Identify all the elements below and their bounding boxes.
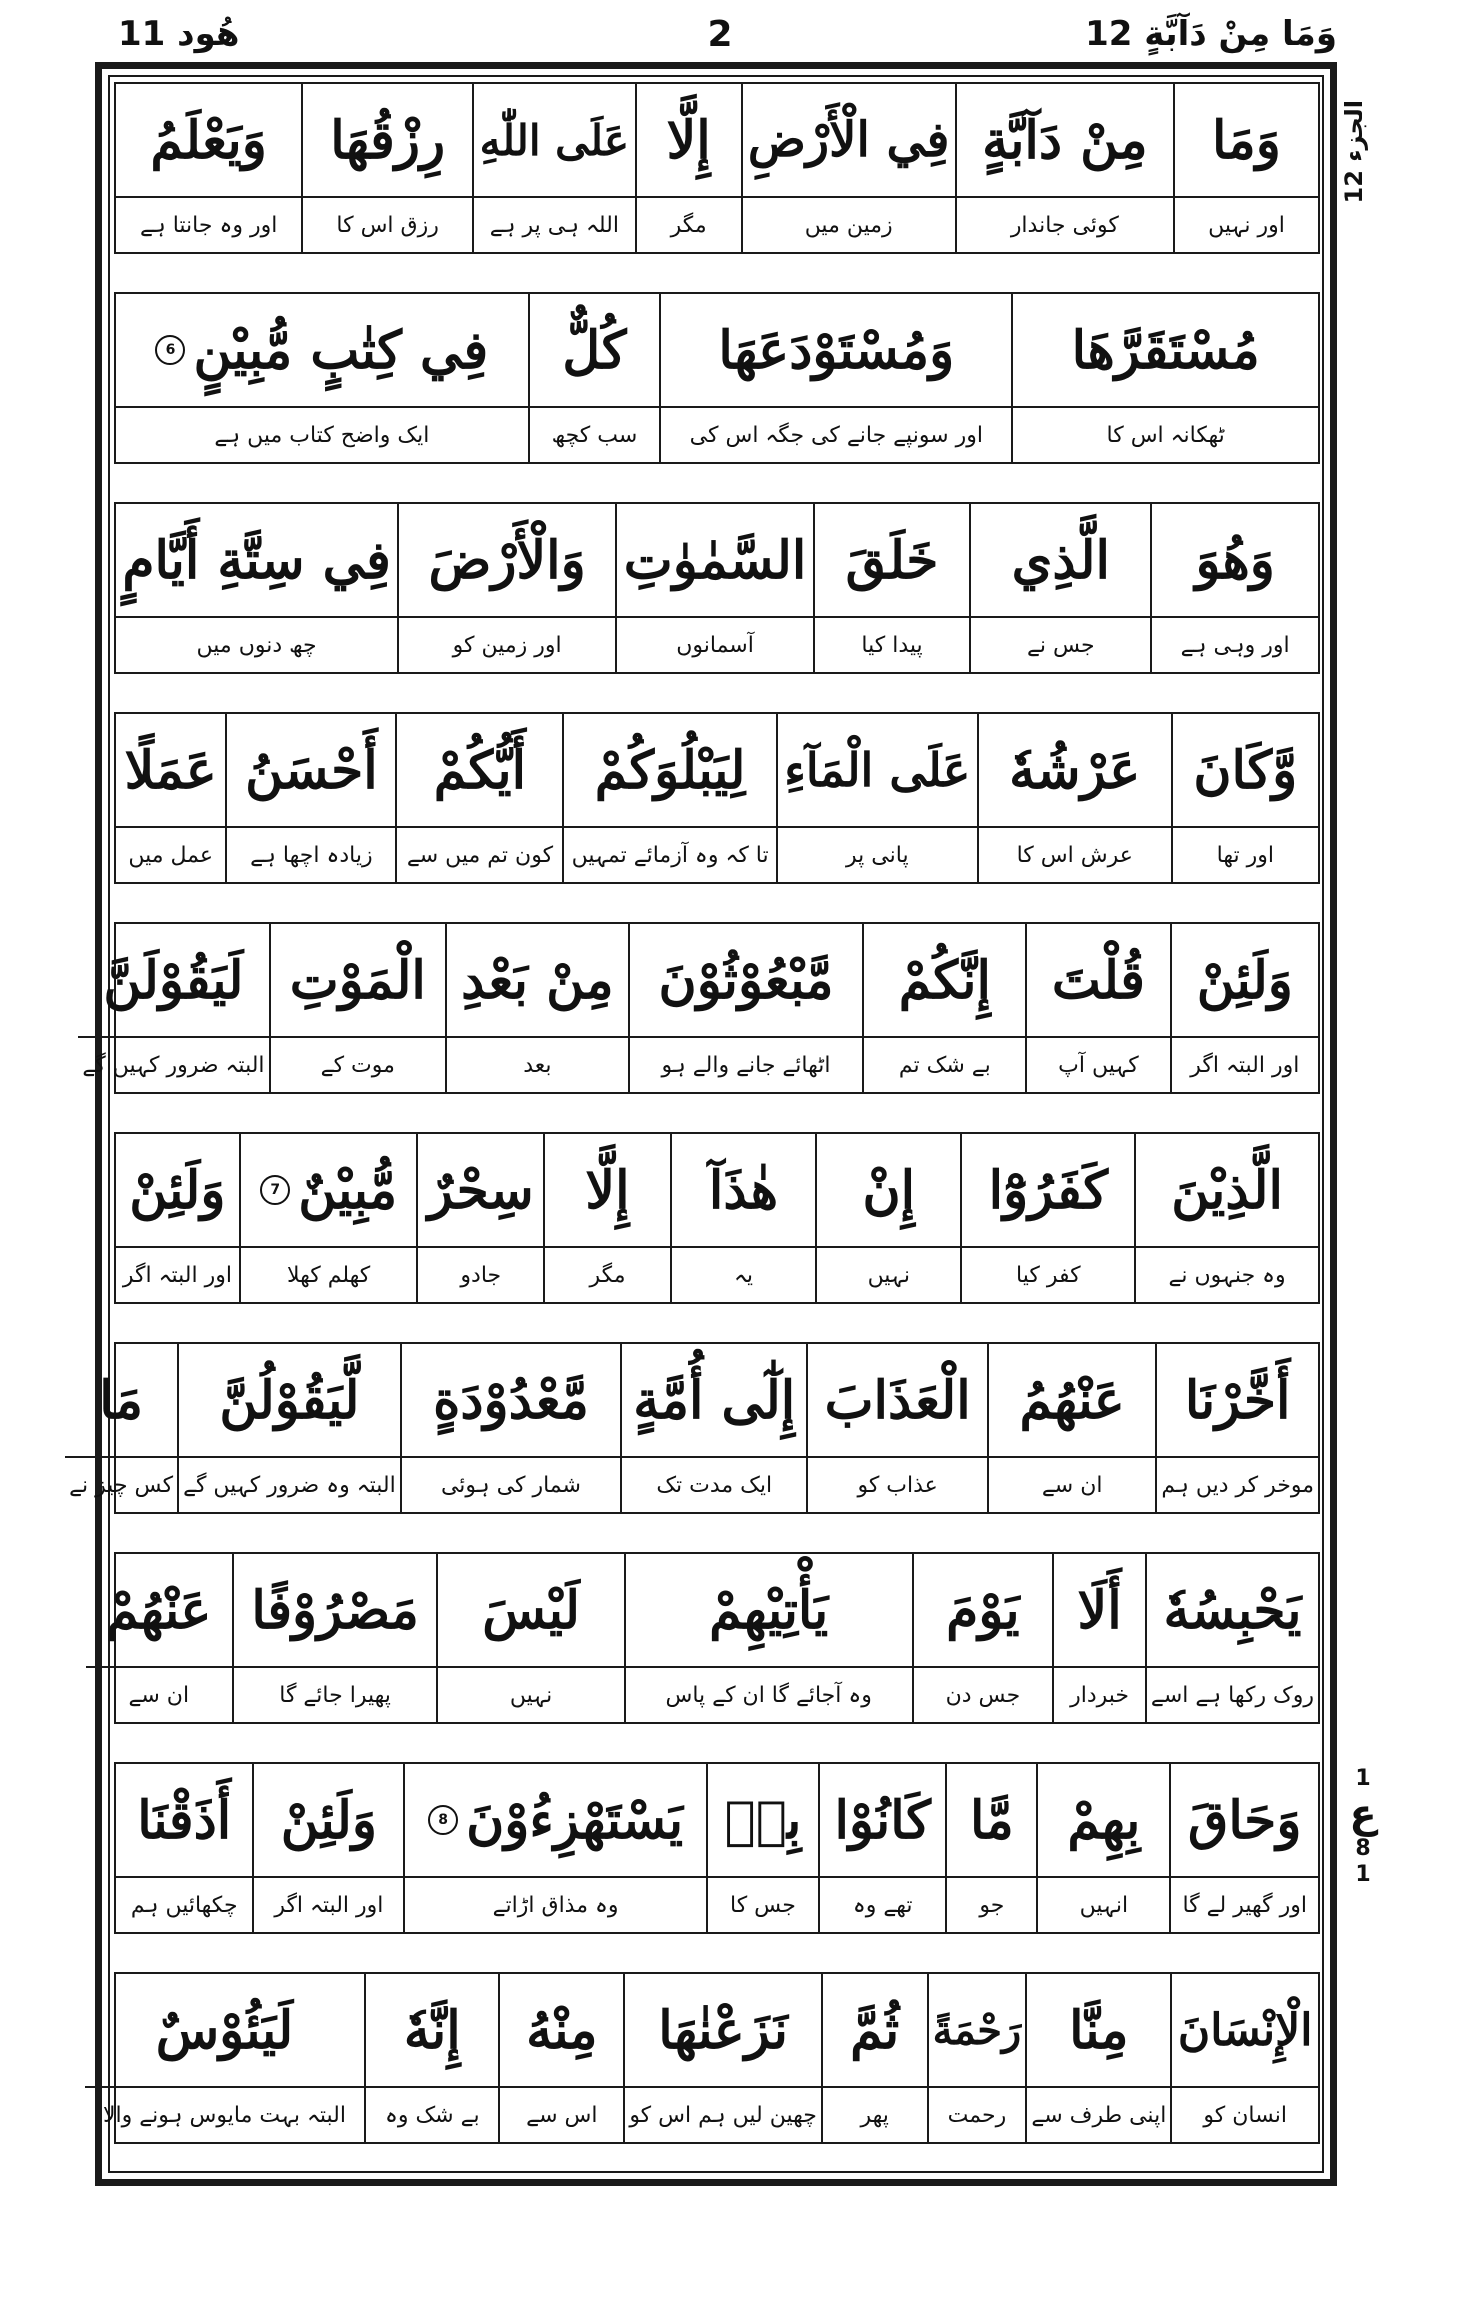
word-cell [232,1554,437,1722]
arabic-text: وَمَا [1212,109,1281,171]
arabic-word [957,84,1173,198]
word-cell [86,1554,232,1722]
urdu-translation: نہیں [509,1682,553,1708]
arabic-word [637,84,741,198]
word-cell [1145,1554,1318,1722]
arabic-text: وَالْأَرْضَ [428,529,586,591]
arabic-text: لَيَئُوْسٌ [155,1999,294,2061]
arabic-text: الَّذِي [1011,529,1110,591]
arabic-text: عَمَلًا [124,739,217,801]
arabic-text: يَحْبِسُهٗ [1163,1579,1302,1641]
word-cell [239,1134,417,1302]
urdu-translation: اور زمین کو [452,632,562,658]
urdu-translation: چکھائیں ہم [130,1892,238,1918]
arabic-word [661,294,1011,408]
urdu-translation: پانی پر [846,842,909,868]
arabic-word [989,1344,1155,1458]
urdu-translation: ایک مدت تک [656,1472,773,1498]
urdu-translation: تھے وہ [852,1892,913,1918]
arabic-text: إِنَّكُمْ [898,949,991,1011]
arabic-text: إِنْ [862,1159,916,1221]
arabic-word [303,84,472,198]
juz-margin-note: الجزء 12 [1340,100,1368,204]
word-cell [395,714,562,882]
verse-row [102,1972,1320,2144]
arabic-word [864,924,1025,1038]
arabic-text: وَحَاقَ [1187,1789,1302,1851]
word-cell [416,1134,543,1302]
arabic-text: وَلَئِنْ [129,1159,226,1221]
urdu-translation: وہ جنہوں نے [1168,1262,1286,1288]
urdu-translation: زمین میں [804,212,893,238]
ayah-number-marker: 6 [155,335,185,365]
urdu-translation: البتہ وہ ضرور کہیں گے [183,1472,396,1498]
urdu-translation: بے شک تم [898,1052,991,1078]
arabic-text: يَسْتَهْزِءُوْنَ [466,1789,684,1851]
verse-row [69,1342,1320,1514]
arabic-word [708,1764,818,1878]
arabic-word [530,294,660,408]
arabic-word [366,1974,498,2088]
arabic-text: مَّعْدُوْدَةٍ [433,1369,589,1431]
urdu-translation: البتہ ضرور کہیں گے [82,1052,265,1078]
word-cell [776,714,977,882]
arabic-word [402,1344,621,1458]
word-cell [436,1554,624,1722]
urdu-translation: اور نہیں [1208,212,1285,238]
urdu-translation: جادو [460,1262,502,1288]
arabic-text: إِلَّا [666,109,711,171]
word-cell [364,1974,498,2142]
word-cell [177,1344,400,1512]
arabic-word [1027,1974,1170,2088]
verse-row [114,292,1320,464]
word-cell [615,504,813,672]
word-cell [1011,294,1318,462]
urdu-translation: اپنی طرف سے [1031,2102,1167,2128]
word-cell [528,294,660,462]
arabic-text: رِزْقُهَا [330,109,446,171]
arabic-word [447,924,628,1038]
word-cell [116,1764,252,1932]
arabic-word [564,714,775,828]
word-cell [1171,714,1318,882]
arabic-word [929,1974,1026,2088]
urdu-translation: چھین لیں ہم اس کو [629,2102,817,2128]
arabic-text: بِهٖ [724,1789,802,1851]
arabic-word [179,1344,400,1458]
word-cell [403,1764,706,1932]
word-cell [445,924,628,1092]
arabic-text: إِلَّا [585,1159,630,1221]
urdu-translation: بعد [523,1052,552,1078]
arabic-text: يَأْتِيْهِمْ [709,1579,829,1641]
arabic-text: مَّا [970,1789,1014,1851]
urdu-translation: مگر [670,212,707,238]
word-cell [623,1974,821,2142]
urdu-translation: رحمت [947,2102,1007,2128]
word-cell [960,1134,1134,1302]
arabic-text: قُلْتَ [1051,949,1146,1011]
arabic-word [86,1554,232,1668]
arabic-text: مَصْرُوْفًا [251,1579,419,1641]
word-cell [1036,1764,1169,1932]
header-para-name: وَمَا مِنْ دَآبَّةٍ 12 [1085,14,1337,54]
arabic-word [630,924,863,1038]
urdu-translation: کھلم کھلا [287,1262,371,1288]
urdu-translation: موت کے [320,1052,395,1078]
word-cell [1169,1764,1318,1932]
arabic-text: خَلَقَ [845,529,939,591]
word-cell [562,714,775,882]
arabic-word [397,714,562,828]
arabic-word [545,1134,670,1248]
arabic-word [625,1974,821,2088]
arabic-word [85,1974,365,2088]
urdu-translation: جو [979,1892,1005,1918]
arabic-text: الْإِنْسَانَ [1177,2004,1313,2056]
arabic-text: مِنْ دَآبَّةٍ [982,109,1148,171]
urdu-translation: شمار کی ہوئی [440,1472,581,1498]
urdu-translation: ان سے [1041,1472,1103,1498]
urdu-translation: کوئی جاندار [1010,212,1119,238]
arabic-text: وَهُوَ [1195,529,1275,591]
arabic-word [116,714,225,828]
header-surah-name: هُود 11 [118,14,240,54]
arabic-text: سِحْرٌ [427,1159,534,1221]
arabic-text: عَنْهُمْ [106,1579,212,1641]
word-cell [1025,924,1169,1092]
arabic-word [622,1344,806,1458]
urdu-translation: عمل میں [128,842,214,868]
urdu-translation: آسمانوں [676,632,754,658]
word-cell [955,84,1173,252]
arabic-word [1136,1134,1318,1248]
verse-row [114,82,1320,254]
arabic-word [815,504,969,618]
urdu-translation: اور سونپے جانے کی جگہ اس کی [689,422,983,448]
word-cell [1170,924,1318,1092]
word-cell [670,1134,815,1302]
word-cell [813,504,969,672]
page-number: 2 [707,14,733,55]
urdu-translation: نہیں [867,1262,910,1288]
word-cell [806,1344,987,1512]
verse-row [114,1762,1320,1934]
word-cell [862,924,1025,1092]
ruku-number-bottom: 1 [1355,1862,1371,1887]
word-cell [78,924,268,1092]
arabic-word [405,1764,706,1878]
arabic-text: نَزَعْنٰهَا [658,1999,788,2061]
arabic-word [116,84,301,198]
word-cell [116,84,301,252]
word-cell [624,1554,912,1722]
word-cell [116,1134,239,1302]
arabic-text: لِيَبْلُوَكُمْ [594,739,746,801]
arabic-word [778,714,977,828]
urdu-translation: بے شک وہ [384,2102,480,2128]
arabic-text: مِنَّا [1069,1999,1129,2061]
word-cell [85,1974,365,2142]
word-cell [620,1344,806,1512]
word-cell [116,504,397,672]
word-cell [741,84,955,252]
arabic-word [116,294,528,408]
arabic-word [1157,1344,1318,1458]
arabic-word [227,714,395,828]
arabic-word [438,1554,624,1668]
urdu-translation: وہ آجائے گا ان کے پاس [665,1682,872,1708]
arabic-text: السَّمٰوٰتِ [623,529,807,591]
word-cell [969,504,1150,672]
arabic-text: فِي الْأَرْضِ [747,112,950,168]
arabic-text: يَوْمَ [946,1579,1020,1641]
urdu-translation: جس دن [945,1682,1021,1708]
word-cell [1150,504,1318,672]
arabic-word [234,1554,437,1668]
word-cell [1155,1344,1318,1512]
arabic-word [1172,1974,1318,2088]
urdu-translation: اللہ ہی پر ہے [489,212,619,238]
word-cell [225,714,395,882]
arabic-text: مِنْهُ [526,1999,598,2061]
urdu-translation: اور البتہ اگر [274,1892,384,1918]
urdu-translation: چھ دنوں میں [196,632,317,658]
arabic-word [254,1764,403,1878]
urdu-translation: کون تم میں سے [406,842,554,868]
word-cell [252,1764,403,1932]
word-cell [1052,1554,1145,1722]
arabic-word [823,1974,927,2088]
arabic-text: وَلَئِنْ [1196,949,1293,1011]
urdu-translation: پھیرا جائے گا [279,1682,391,1708]
word-cell [659,294,1011,462]
word-cell [1025,1974,1170,2142]
arabic-text: كَانُوْا [834,1789,931,1851]
arabic-text: هٰذَآ [708,1159,779,1221]
arabic-text: لَيَقُوْلَنَّ [103,949,244,1011]
arabic-word [820,1764,946,1878]
word-cell [400,1344,621,1512]
word-cell [977,714,1171,882]
word-cell [269,924,446,1092]
word-cell [706,1764,818,1932]
arabic-word [116,1764,252,1878]
arabic-word [65,1344,177,1458]
arabic-text: أَيُّكُمْ [433,739,527,801]
arabic-word [617,504,813,618]
arabic-word [1038,1764,1169,1878]
word-cell [927,1974,1026,2142]
arabic-text: عَلَى الْمَآءِ [784,743,971,797]
arabic-text: أَذَقْنَا [137,1789,232,1851]
arabic-word [500,1974,623,2088]
arabic-text: وَلَئِنْ [280,1789,377,1851]
arabic-text: عَلَى اللّٰهِ [479,115,630,165]
arabic-word [971,504,1150,618]
word-cell [397,504,615,672]
arabic-text: رَحْمَةً [932,2006,1022,2054]
urdu-translation: اٹھائے جانے والے ہو [661,1052,831,1078]
ruku-number-top: 1 [1355,1766,1371,1791]
arabic-text: فِي كِتٰبٍ مُّبِيْنٍ [193,319,489,381]
ruku-number-mid: 8 [1355,1836,1371,1861]
arabic-text: الْمَوْتِ [289,949,426,1011]
word-cell [1170,1974,1318,2142]
urdu-translation: کس چیز نے [69,1472,174,1498]
verse-row [114,1132,1320,1304]
arabic-word [1054,1554,1145,1668]
arabic-text: بِهِمْ [1067,1789,1141,1851]
urdu-translation: انہیں [1079,1892,1129,1918]
ayah-number-marker: 8 [428,1805,458,1835]
arabic-word [271,924,446,1038]
arabic-word [116,504,397,618]
arabic-word [979,714,1171,828]
word-cell [815,1134,960,1302]
urdu-translation: پھر [860,2102,889,2128]
arabic-text: كَفَرُوْٓا [988,1159,1108,1221]
arabic-text: الَّذِيْنَ [1171,1159,1283,1221]
urdu-translation: کفر کیا [1016,1262,1081,1288]
word-cell [116,714,225,882]
urdu-translation: زیادہ اچھا ہے [250,842,373,868]
urdu-translation: جس نے [1026,632,1095,658]
urdu-translation: ان سے [128,1682,190,1708]
urdu-translation: اور وہ جانتا ہے [139,212,278,238]
arabic-text: مِنْ بَعْدِ [461,949,614,1011]
arabic-word [1027,924,1169,1038]
arabic-word [116,1134,239,1248]
urdu-translation: اور تھا [1216,842,1274,868]
arabic-word [914,1554,1053,1668]
ruku-sign: ع [1349,1791,1377,1837]
arabic-text: عَرْشُهٗ [1009,739,1141,801]
urdu-translation: اور البتہ اگر [122,1262,232,1288]
arabic-text: كُلٌّ [562,319,627,381]
urdu-translation: تا کہ وہ آزمائے تمہیں [571,842,769,868]
arabic-word [1173,714,1318,828]
urdu-translation: یہ [733,1262,753,1288]
arabic-text: أَحْسَنُ [245,739,378,801]
arabic-word [947,1764,1036,1878]
urdu-translation: اس سے [526,2102,598,2128]
urdu-translation: کہیں آپ [1058,1052,1139,1078]
urdu-translation: جس کا [730,1892,796,1918]
arabic-word [672,1134,815,1248]
arabic-word [241,1134,417,1248]
arabic-word [78,924,268,1038]
arabic-text: وَّكَانَ [1193,739,1298,801]
word-cell [912,1554,1053,1722]
verse-row [82,922,1320,1094]
ayah-number-marker: 7 [260,1175,290,1205]
word-cell [821,1974,927,2142]
word-cell [498,1974,623,2142]
arabic-text: وَمُسْتَوْدَعَهَا [718,319,955,381]
verse-row [106,1552,1320,1724]
verse-row [114,712,1320,884]
arabic-text: لَيْسَ [482,1579,581,1641]
arabic-text: لَّيَقُوْلُنَّ [219,1369,360,1431]
arabic-text: مُسْتَقَرَّهَا [1071,319,1260,381]
word-cell [65,1344,177,1512]
word-cell [635,84,741,252]
arabic-word [1172,924,1318,1038]
arabic-word [817,1134,960,1248]
urdu-translation: خبردار [1070,1682,1130,1708]
arabic-word [808,1344,987,1458]
arabic-word [474,84,635,198]
arabic-word [399,504,615,618]
word-cell [301,84,472,252]
urdu-translation: اور البتہ اگر [1190,1052,1300,1078]
arabic-word [1175,84,1318,198]
urdu-translation: پیدا کیا [861,632,923,658]
urdu-translation: عذاب کو [857,1472,938,1498]
arabic-word [1152,504,1318,618]
urdu-translation: اور وہی ہے [1180,632,1290,658]
urdu-translation: وہ مذاق اڑاتے [492,1892,619,1918]
arabic-word [1147,1554,1318,1668]
word-cell [116,294,528,462]
arabic-text: إِنَّهٗ [403,1999,461,2061]
verse-row [114,502,1320,674]
word-cell [945,1764,1036,1932]
arabic-text: وَيَعْلَمُ [150,109,267,171]
word-cell [543,1134,670,1302]
arabic-word [626,1554,912,1668]
ruku-margin-note [1338,1766,1388,1888]
urdu-translation: ٹھکانہ اس کا [1106,422,1225,448]
arabic-text: الْعَذَابَ [824,1369,971,1431]
urdu-translation: مگر [589,1262,626,1288]
arabic-word [1171,1764,1318,1878]
word-cell [1134,1134,1318,1302]
word-cell [987,1344,1155,1512]
arabic-word [1013,294,1318,408]
urdu-translation: سب کچھ [551,422,638,448]
arabic-text: فِي سِتَّةِ أَيَّامٍ [122,529,391,591]
urdu-translation: موخر کر دیں ہم [1161,1472,1314,1498]
arabic-text: إِلٰٓى أُمَّةٍ [633,1369,796,1431]
urdu-translation: رزق اس کا [336,212,439,238]
word-cell [818,1764,946,1932]
arabic-text: مَّبْعُوْثُوْنَ [658,949,834,1011]
word-cell [628,924,863,1092]
urdu-translation: روک رکھا ہے اسے [1150,1682,1314,1708]
arabic-word [743,84,955,198]
arabic-text: عَنْهُمُ [1019,1369,1125,1431]
word-cell [472,84,635,252]
word-cell [1173,84,1318,252]
arabic-text: أَلَا [1077,1579,1122,1641]
urdu-translation: البتہ بہت مایوس ہونے والا [102,2102,346,2128]
urdu-translation: اور گھیر لے گا [1182,1892,1307,1918]
arabic-word [962,1134,1134,1248]
arabic-text: أَخَّرْنَا [1184,1369,1291,1431]
urdu-translation: عرش اس کا [1016,842,1133,868]
arabic-text: ثُمَّ [850,1999,900,2061]
arabic-text: مَا [99,1369,143,1431]
urdu-translation: ایک واضح کتاب میں ہے [214,422,430,448]
arabic-word [418,1134,543,1248]
urdu-translation: انسان کو [1203,2102,1287,2128]
arabic-text: مُّبِيْنٌ [298,1159,398,1221]
